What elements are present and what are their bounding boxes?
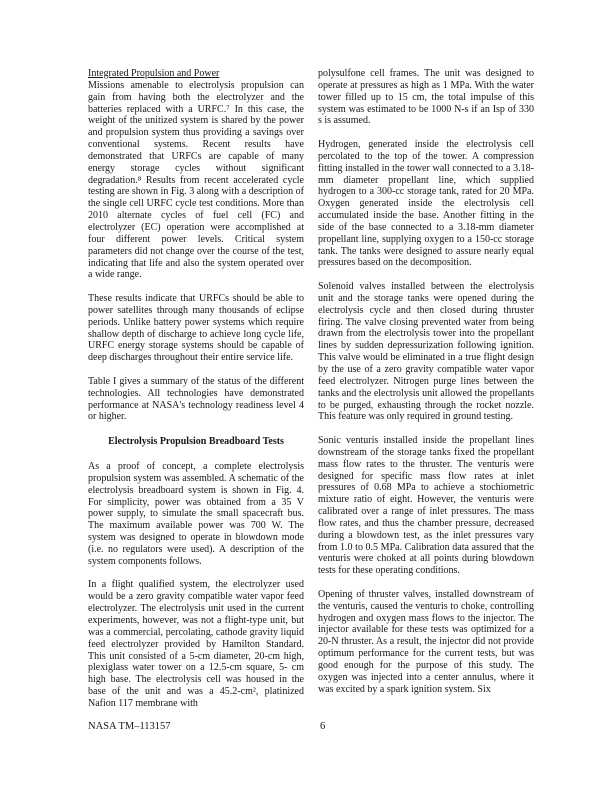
paragraph: These results indicate that URFCs should be able to power satellites through many thousands of eclipse periods. Unlike battery power systems which require shallow depth of discharge to achieve long cycle life, URFC energy storage systems should be capable of deep discharges throughout their entire service life. <box>88 292 304 364</box>
footer-page-number: 6 <box>320 721 326 732</box>
paragraph: As a proof of concept, a complete electrolysis propulsion system was assembled. A schematic of the electrolysis breadboard system is shown in Fig. 4. For simplicity, power was obtained from a 35 V power supply, to simulate the small spacecraft bus. The maximum available power was 700 W. The system was designed to operate in blowdown mode (i.e. no regulators were used). A description of the system components follows. <box>88 461 304 567</box>
right-column <box>318 68 534 707</box>
paragraph: polysulfone cell frames. The unit was designed to operate at pressures as high as 1 MPa. With the water tower filled up to 15 cm, the total impulse of this system was estimated to be 1000 N-s if an Isp of 330 s is assumed. <box>318 68 534 127</box>
paragraph: In a flight qualified system, the electrolyzer used would be a zero gravity compatible water vapor feed electrolyzer. The electrolysis unit used in the current experiments, however, was not a flight-type unit, but was a commercial, percolating, cathode gravity liquid feed electrolyzer provided by Hamilton Standard. This unit consisted of a 5-cm diameter, 20-cm high, plexiglass water tower on a 12.5-cm square, 5- cm high base. The electrolysis cell was housed in the base of the unit and was a 45.2-cm², platinized Nafion 117 membrane with <box>88 579 304 709</box>
left-column <box>88 68 304 722</box>
section-heading-electrolysis-propulsion-breadboard-tests: Electrolysis Propulsion Breadboard Tests <box>108 436 284 448</box>
section-heading-integrated-propulsion-and-power: Integrated Propulsion and Power <box>88 68 220 79</box>
paragraph: Sonic venturis installed inside the propellant lines downstream of the storage tanks fixed the propellant mass flow rates to the thruster. The venturis were designed for specific mass flow rates at inlet pressures of 0.68 MPa to achieve a stochiometric mixture ratio of eight. However, the venturis were calibrated over a range of inlet pressures. The mass flow rates, and thus the chamber pressure, decreased during a blowdown test, as the inlet pressures vary from 1.0 to 0.5 MPa. Calibration data assured that the venturis were choked at all points during blowdown tests for these operating conditions. <box>318 435 534 577</box>
paragraph: Missions amenable to electrolysis propulsion can gain from having both the electrolyzer and the batteries replaced with a URFC.⁷ In this case, the weight of the unitized system is shared by the power and propulsion system thus providing a savings over conventional systems. Recent results have demonstrated that URFCs are capable of many energy storage cycles without significant degradation.⁸ Results from recent accelerated cycle testing are shown in Fig. 3 along with a description of the single cell URFC cycle test conditions. More than 2010 alternate cycles of fuel cell (FC) and electrolyzer (EC) operation were accomplished at four different power levels. Critical system parameters did not change over the course of the test, indicating that life and also the system operated over a wide range. <box>88 79 304 281</box>
paragraph: Solenoid valves installed between the electrolysis unit and the storage tanks were opened during the electrolysis cycle and then closed during thruster firing. The valve closing prevented water from being drawn from the electrolysis tower into the propellant lines by sudden depressurization following ignition. This valve would be eliminated in a true flight design by the use of a zero gravity compatible water vapor feed electrolyzer. Nitrogen purge lines between the tanks and the electrolysis unit allowed the propellants to be purged, exhausting through the rocket nozzle. This feature was only required in ground testing. <box>318 281 534 423</box>
footer-report-number: NASA TM–113157 <box>88 721 171 732</box>
paragraph: Hydrogen, generated inside the electrolysis cell percolated to the top of the tower. A compression fitting installed in the tower wall connected to a 3.18-mm diameter propellant line, which supplied hydrogen to a 300-cc storage tank, rated for 20 MPa. Oxygen generated inside the electrolysis cell accumulated inside the base. Another fitting in the side of the base connected to a 3.18-mm diameter propellant line, supplying oxygen to a 150-cc storage tank. The tanks were designed to assure nearly equal pressures based on the decomposition. <box>318 139 534 269</box>
paragraph: Table I gives a summary of the status of the different technologies. All technologies have demonstrated performance at NASA's technology readiness level 4 or higher. <box>88 375 304 423</box>
paragraph: Opening of thruster valves, installed downstream of the venturis, caused the venturis to choke, controlling hydrogen and oxygen mass flows to the injector. The injector available for these tests was optimized for a 20-N thruster. As a result, the injector did not provide optimum performance for the current tests, but was good enough for the purpose of this study. The oxygen was injected into a center annulus, where it was excited by a spark ignition system. Six <box>318 588 534 695</box>
